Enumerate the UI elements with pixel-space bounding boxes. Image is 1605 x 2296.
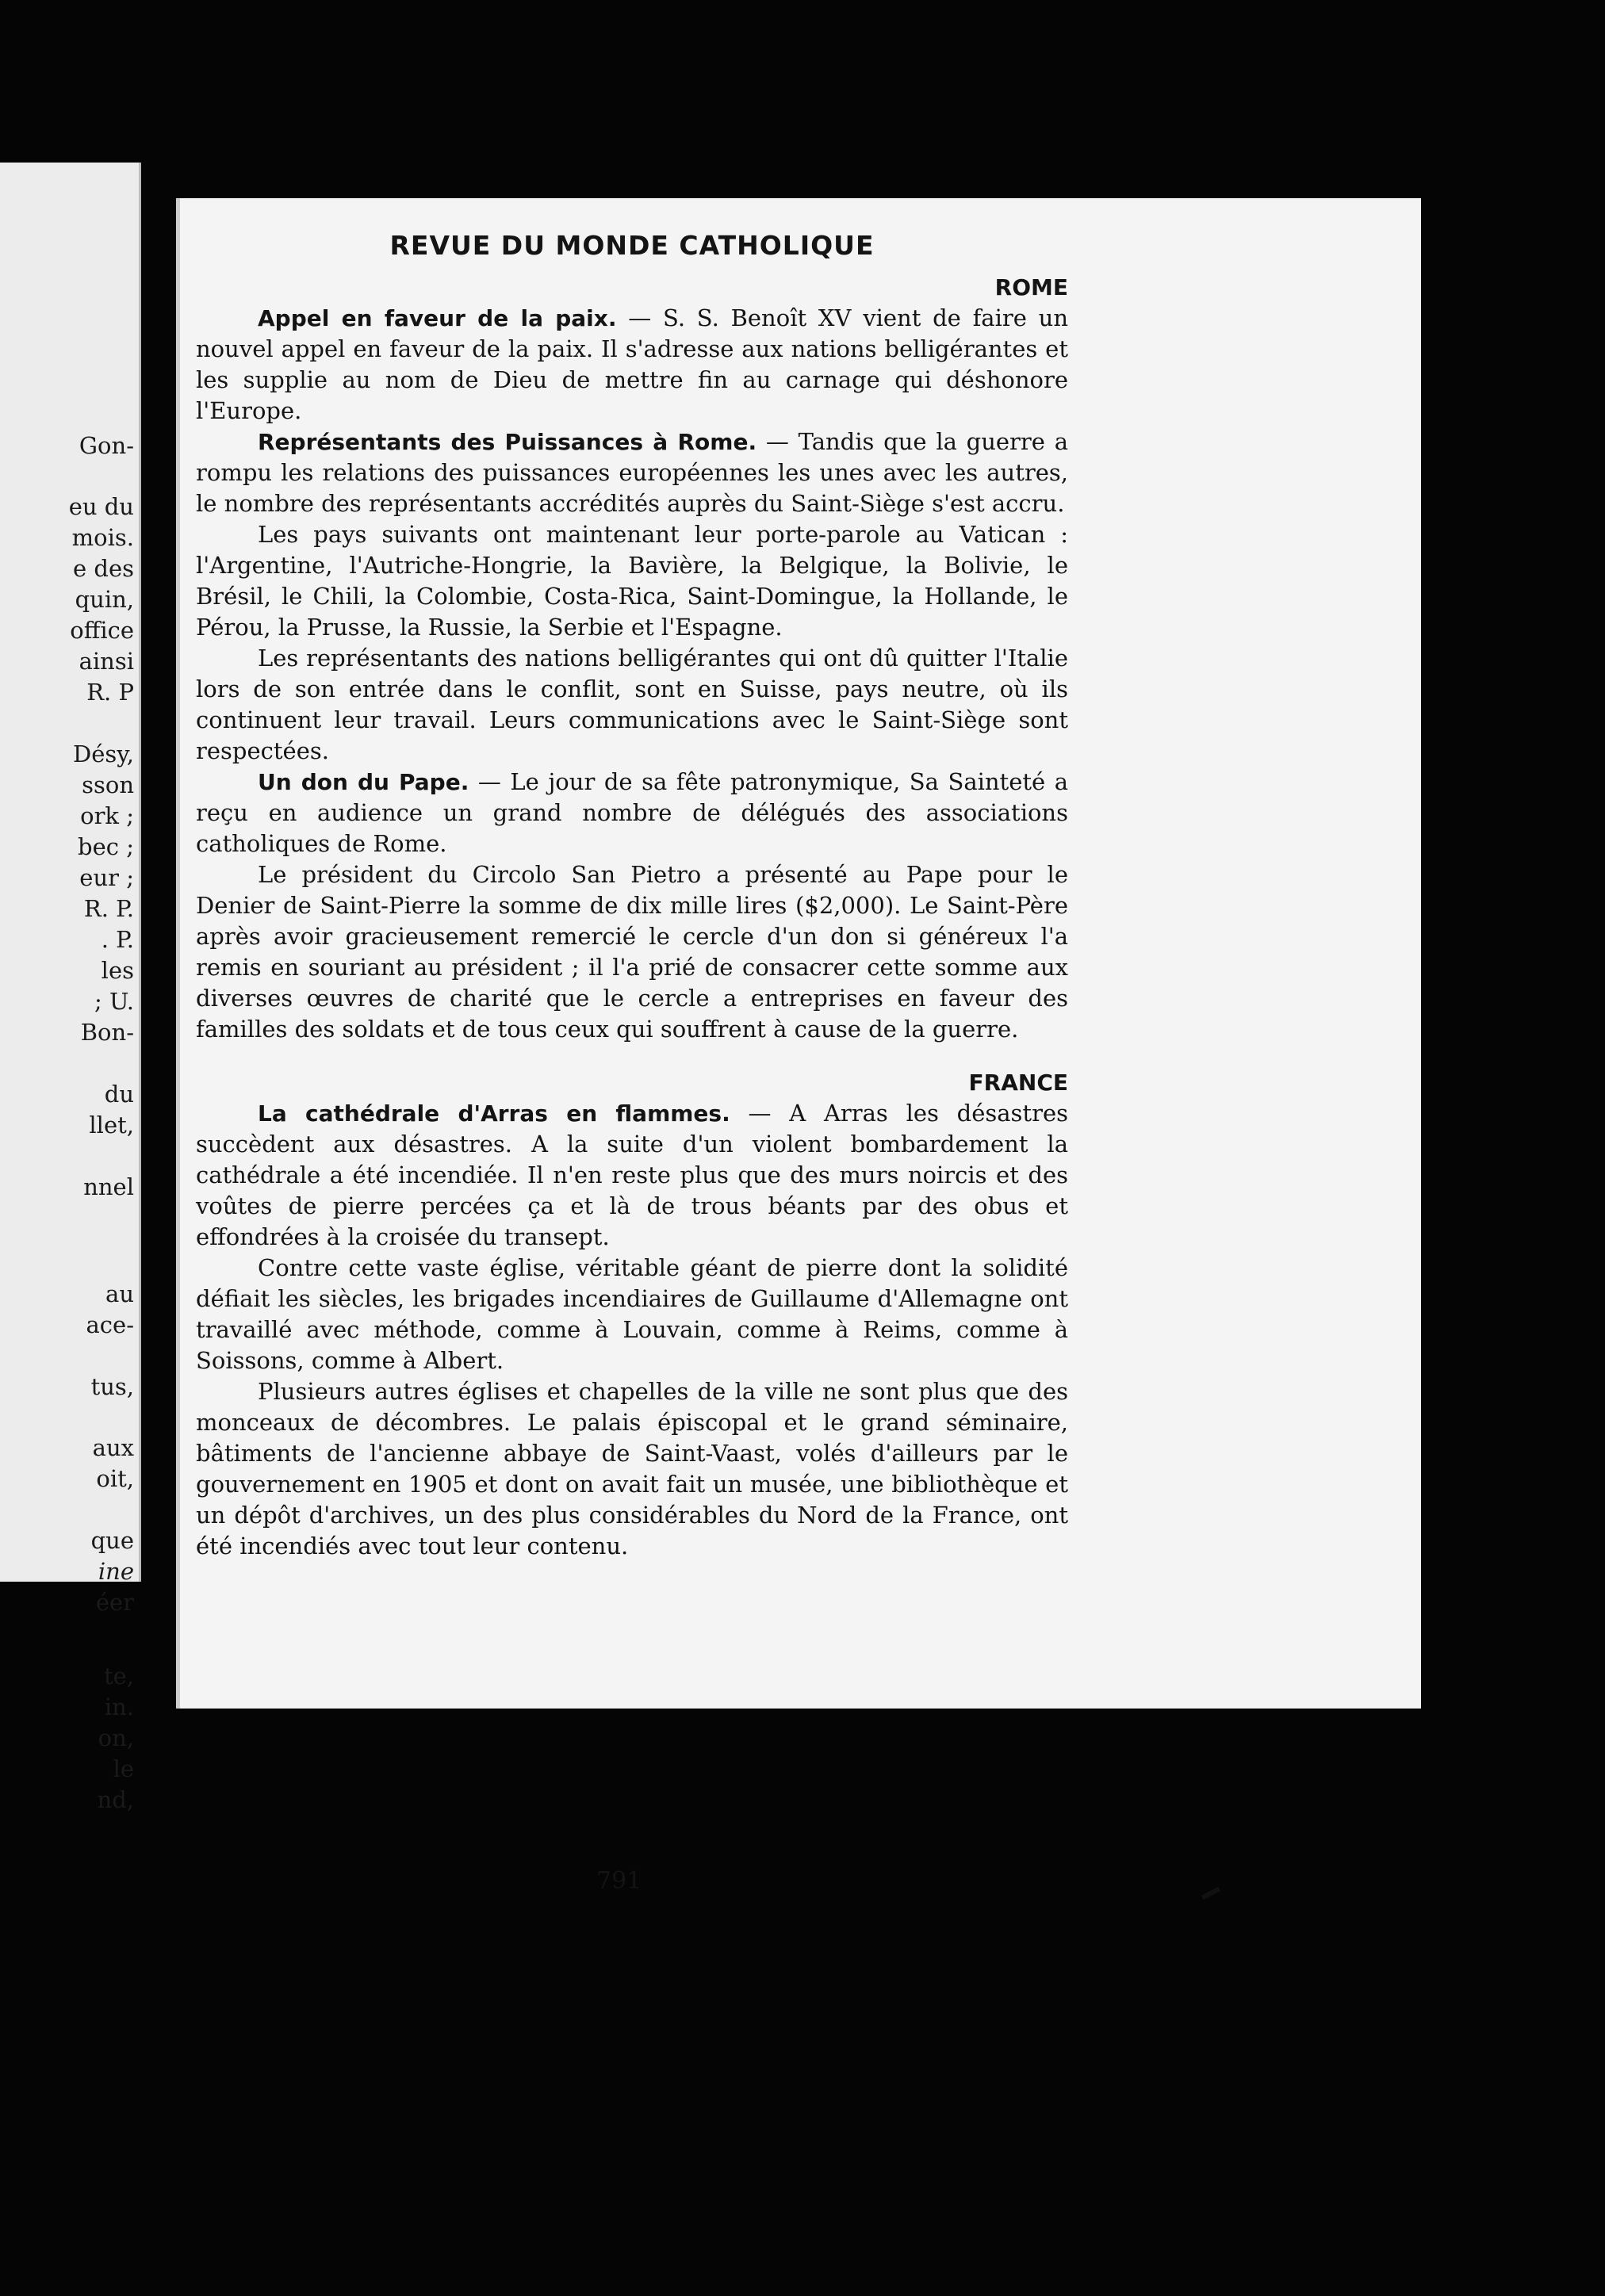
- left-page-fragment: Désy,: [72, 740, 134, 767]
- paragraph: [196, 643, 1068, 767]
- left-page-fragment: R. P.: [83, 895, 134, 922]
- paragraph-text: Plusieurs autres églises et chapelles de la ville ne sont plus que des monceaux de décombres. Le palais épiscopal et le grand séminaire, bâtiments de l'ancienne abbaye de Saint-Vaast, volés d'ailleurs par le gouvernement en 1905 et dont on avait fait un musée, une bibliothèque et un dépôt d'archives, un des plus considérables du Nord de la France, ont été incendiés avec tout leur contenu.: [196, 1378, 1068, 1559]
- paragraph-text: Le président du Circolo San Pietro a présenté au Pape pour le Denier de Saint-Pierre la somme de dix mille lires ($2,000). Le Saint-Père après avoir gracieusement remercié le cercle d'un don si généreux l'a remis en souriant au président ; il l'a prié de consacrer cette somme aux diverses œuvres de charité que le cercle a entreprises en faveur des familles des soldats et de tous ceux qui souffrent à cause de la guerre.: [196, 861, 1068, 1043]
- article-body: [196, 230, 1068, 1562]
- left-page-fragment: aux: [92, 1434, 134, 1461]
- paragraph: [196, 303, 1068, 427]
- paragraph: [196, 519, 1068, 643]
- sections: [196, 272, 1068, 1562]
- paragraph: [196, 859, 1068, 1045]
- left-page-fragment: eur ;: [79, 864, 134, 891]
- left-page-fragment: Bon-: [80, 1019, 134, 1046]
- paragraph-text: — Le jour de sa fête patronymique, Sa Sainteté a reçu en audience un grand nombre de délégués des associations catholiques de Rome.: [196, 768, 1068, 857]
- paragraph: [196, 427, 1068, 519]
- left-page-fragment: au: [105, 1280, 134, 1307]
- left-page-fragment: e des: [73, 555, 134, 582]
- paragraph: [196, 1098, 1068, 1253]
- section-heading: ROME: [994, 274, 1068, 300]
- page-title: REVUE DU MONDE CATHOLIQUE: [389, 230, 875, 261]
- left-page-fragment: ainsi: [79, 648, 134, 675]
- ink-mark: [1201, 1887, 1220, 1900]
- left-page-fragment: in.: [104, 1693, 134, 1720]
- left-page-fragment: éer: [95, 1589, 134, 1616]
- paragraph: [196, 1376, 1068, 1562]
- paragraph-lead: Représentants des Puissances à Rome.: [258, 429, 757, 455]
- section-heading: FRANCE: [968, 1070, 1068, 1096]
- left-page-fragment: du: [104, 1081, 134, 1108]
- paragraph-lead: Appel en faveur de la paix.: [258, 305, 617, 331]
- paragraph-text: Les représentants des nations belligérantes qui ont dû quitter l'Italie lors de son entrée dans le conflit, sont en Suisse, pays neutre, où ils continuent leur travail. Leurs communications avec le Saint-Siège sont respectées.: [196, 645, 1068, 764]
- left-page-fragment: oit,: [96, 1465, 134, 1492]
- left-page-fragment: ace-: [86, 1311, 134, 1338]
- paragraph-text: Les pays suivants ont maintenant leur porte-parole au Vatican : l'Argentine, l'Autriche-Hongrie, la Bavière, la Belgique, la Bolivie, le Brésil, le Chili, la Colombie, Costa-Rica, Saint-Domingue, la Hollande, le Pérou, la Prusse, la Russie, la Serbie et l'Espagne.: [196, 521, 1068, 641]
- left-page-fragment: sson: [82, 771, 134, 798]
- left-page-fragment: le: [113, 1755, 134, 1782]
- left-page-fragment: nnel: [83, 1173, 134, 1200]
- page-number: 791: [596, 1867, 642, 1895]
- paragraph-text: — S. S. Benoît XV vient de faire un nouvel appel en faveur de la paix. Il s'adresse aux nations belligérantes et les supplie au nom de Dieu de mettre fin au carnage qui déshonore l'Europe.: [196, 304, 1069, 424]
- left-page-fragment: ine: [98, 1558, 134, 1585]
- left-page-fragment: nd,: [97, 1786, 134, 1813]
- left-page-fragment: Gon-: [79, 432, 134, 459]
- paragraph-text: Contre cette vaste église, véritable géant de pierre dont la solidité défiait les siècles, les brigades incendiaires de Guillaume d'Allemagne ont travaillé avec méthode, comme à Louvain, comme à Reims, comme à Soissons, comme à Albert.: [196, 1254, 1068, 1374]
- left-page-fragment: quin,: [75, 586, 134, 613]
- left-page-fragment: que: [90, 1527, 134, 1554]
- adjacent-page-edge: [0, 163, 141, 1813]
- left-page-fragment: mois.: [71, 524, 134, 551]
- left-page-fragment: tus,: [90, 1373, 134, 1400]
- paragraph-text: — A Arras les désastres succèdent aux désastres. A la suite d'un violent bombardement la cathédrale a été incendiée. Il n'en reste plus que des murs noircis et des voûtes de pierre percées ça et là de trous béants par des obus et effondrées à la croisée du transept.: [196, 1100, 1068, 1250]
- left-page-fragment: R. P: [86, 679, 134, 706]
- paragraph-lead: La cathédrale d'Arras en flammes.: [258, 1100, 730, 1127]
- left-page-fragment: on,: [98, 1724, 134, 1751]
- paragraph: [196, 1253, 1068, 1376]
- left-page-fragment: office: [70, 617, 134, 644]
- left-page-fragment: ork ;: [80, 802, 134, 829]
- left-page-fragment: eu du: [68, 493, 134, 520]
- paragraph-text: — Tandis que la guerre a rompu les relations des puissances européennes les unes avec les autres, le nombre des représentants accrédités auprès du Saint-Siège s'est accru.: [196, 428, 1069, 517]
- left-page-fragment: te,: [103, 1663, 134, 1689]
- left-page-fragment: ; U.: [94, 988, 134, 1015]
- paragraph: [196, 767, 1068, 859]
- left-page-fragment: bec ;: [78, 833, 134, 860]
- left-page-fragment: . P.: [101, 926, 134, 953]
- left-page-fragment: les: [101, 957, 134, 984]
- left-page-fragment: llet,: [89, 1112, 134, 1138]
- paragraph-lead: Un don du Pape.: [258, 769, 469, 795]
